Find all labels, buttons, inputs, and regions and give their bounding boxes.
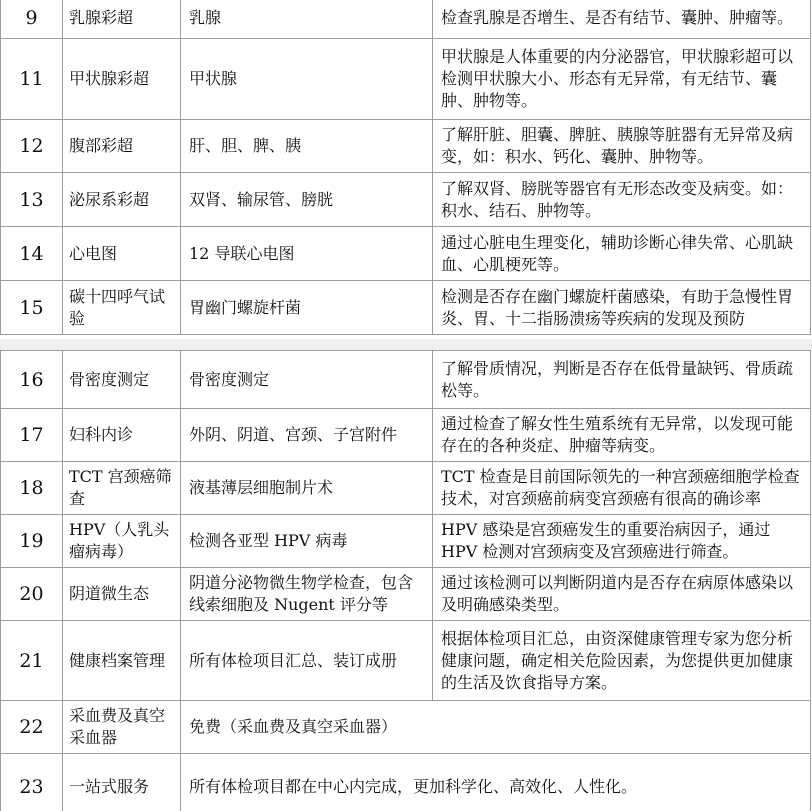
- exam-scope: 骨密度测定: [181, 351, 433, 409]
- exam-scope: 双肾、输尿管、膀胱: [181, 173, 433, 227]
- row-number: 12: [1, 120, 63, 173]
- exam-description: 通过心脏电生理变化，辅助诊断心律失常、心肌缺血、心肌梗死等。: [433, 227, 811, 281]
- exam-scope: 胃幽门螺旋杆菌: [181, 281, 433, 335]
- table-row: [1, 621, 811, 701]
- exam-description: 通过该检测可以判断阴道内是否存在病原体感染以及明确感染类型。: [433, 568, 811, 621]
- exam-scope: 肝、胆、脾、胰: [181, 120, 433, 173]
- exam-item-name: 妇科内诊: [63, 409, 181, 462]
- exam-scope: 乳腺: [181, 0, 433, 39]
- row-number: 22: [1, 701, 63, 754]
- table-row: [1, 754, 811, 811]
- exam-item-name: 骨密度测定: [63, 351, 181, 409]
- table-row: [1, 515, 811, 568]
- row-number: 9: [1, 0, 63, 39]
- table-row: [1, 409, 811, 462]
- row-number: 16: [1, 351, 63, 409]
- exam-scope: 甲状腺: [181, 39, 433, 120]
- table-row: [1, 173, 811, 227]
- row-number: 13: [1, 173, 63, 227]
- table-row: [1, 227, 811, 281]
- exam-description: 通过检查了解女性生殖系统有无异常，以发现可能存在的各种炎症、肿瘤等病变。: [433, 409, 811, 462]
- exam-merged-note: 免费（采血费及真空采血器）: [181, 701, 811, 754]
- row-number: 11: [1, 39, 63, 120]
- table-row: [1, 120, 811, 173]
- row-number: 20: [1, 568, 63, 621]
- exam-scope: 12 导联心电图: [181, 227, 433, 281]
- exam-scope: 外阴、阴道、宫颈、子宫附件: [181, 409, 433, 462]
- row-number: 18: [1, 462, 63, 515]
- exam-item-name: TCT 宫颈癌筛查: [63, 462, 181, 515]
- exam-item-name: 甲状腺彩超: [63, 39, 181, 120]
- exam-description: 了解双肾、膀胱等器官有无形态改变及病变。如：积水、结石、肿物等。: [433, 173, 811, 227]
- page-break-band: [0, 339, 812, 350]
- exam-scope: 检测各亚型 HPV 病毒: [181, 515, 433, 568]
- table-row: [1, 462, 811, 515]
- row-number: 19: [1, 515, 63, 568]
- exam-description: 了解骨质情况，判断是否存在低骨量缺钙、骨质疏松等。: [433, 351, 811, 409]
- exam-item-name: 泌尿系彩超: [63, 173, 181, 227]
- exam-item-name: HPV（人乳头瘤病毒）: [63, 515, 181, 568]
- exam-item-name: 腹部彩超: [63, 120, 181, 173]
- exam-scope: 阴道分泌物微生物学检查，包含线索细胞及 Nugent 评分等: [181, 568, 433, 621]
- exam-description: HPV 感染是宫颈癌发生的重要治病因子，通过 HPV 检测对宫颈病变及宫颈癌进行筛查。: [433, 515, 811, 568]
- exam-description: 检测是否存在幽门螺旋杆菌感染，有助于急慢性胃炎、胃、十二指肠溃疡等疾病的发现及预防: [433, 281, 811, 335]
- exam-description: 甲状腺是人体重要的内分泌器官，甲状腺彩超可以检测甲状腺大小、形态有无异常，有无结节、囊肿、肿物等。: [433, 39, 811, 120]
- exam-scope: 所有体检项目汇总、装订成册: [181, 621, 433, 701]
- exam-item-name: 心电图: [63, 227, 181, 281]
- table-row: [1, 39, 811, 120]
- row-number: 23: [1, 754, 63, 811]
- exam-items-table-top: [0, 0, 811, 335]
- exam-description: 根据体检项目汇总，由资深健康管理专家为您分析健康问题，确定相关危险因素，为您提供更加健康的生活及饮食指导方案。: [433, 621, 811, 701]
- row-number: 15: [1, 281, 63, 335]
- exam-item-name: 一站式服务: [63, 754, 181, 811]
- exam-item-name: 采血费及真空采血器: [63, 701, 181, 754]
- exam-item-name: 碳十四呼气试验: [63, 281, 181, 335]
- exam-item-name: 健康档案管理: [63, 621, 181, 701]
- exam-description: 了解肝脏、胆囊、脾脏、胰腺等脏器有无异常及病变，如：积水、钙化、囊肿、肿物等。: [433, 120, 811, 173]
- exam-description: 检查乳腺是否增生、是否有结节、囊肿、肿瘤等。: [433, 0, 811, 39]
- row-number: 14: [1, 227, 63, 281]
- table-row: [1, 568, 811, 621]
- exam-item-name: 乳腺彩超: [63, 0, 181, 39]
- row-number: 17: [1, 409, 63, 462]
- exam-description: TCT 检查是目前国际领先的一种宫颈癌细胞学检查技术，对宫颈癌前病变宫颈癌有很高的确诊率: [433, 462, 811, 515]
- table-row: [1, 701, 811, 754]
- row-number: 21: [1, 621, 63, 701]
- table-row: [1, 351, 811, 409]
- exam-merged-note: 所有体检项目都在中心内完成，更加科学化、高效化、人性化。: [181, 754, 811, 811]
- exam-scope: 液基薄层细胞制片术: [181, 462, 433, 515]
- exam-item-name: 阴道微生态: [63, 568, 181, 621]
- table-row: [1, 0, 811, 39]
- exam-items-table-bottom: [0, 350, 811, 811]
- table-row: [1, 281, 811, 335]
